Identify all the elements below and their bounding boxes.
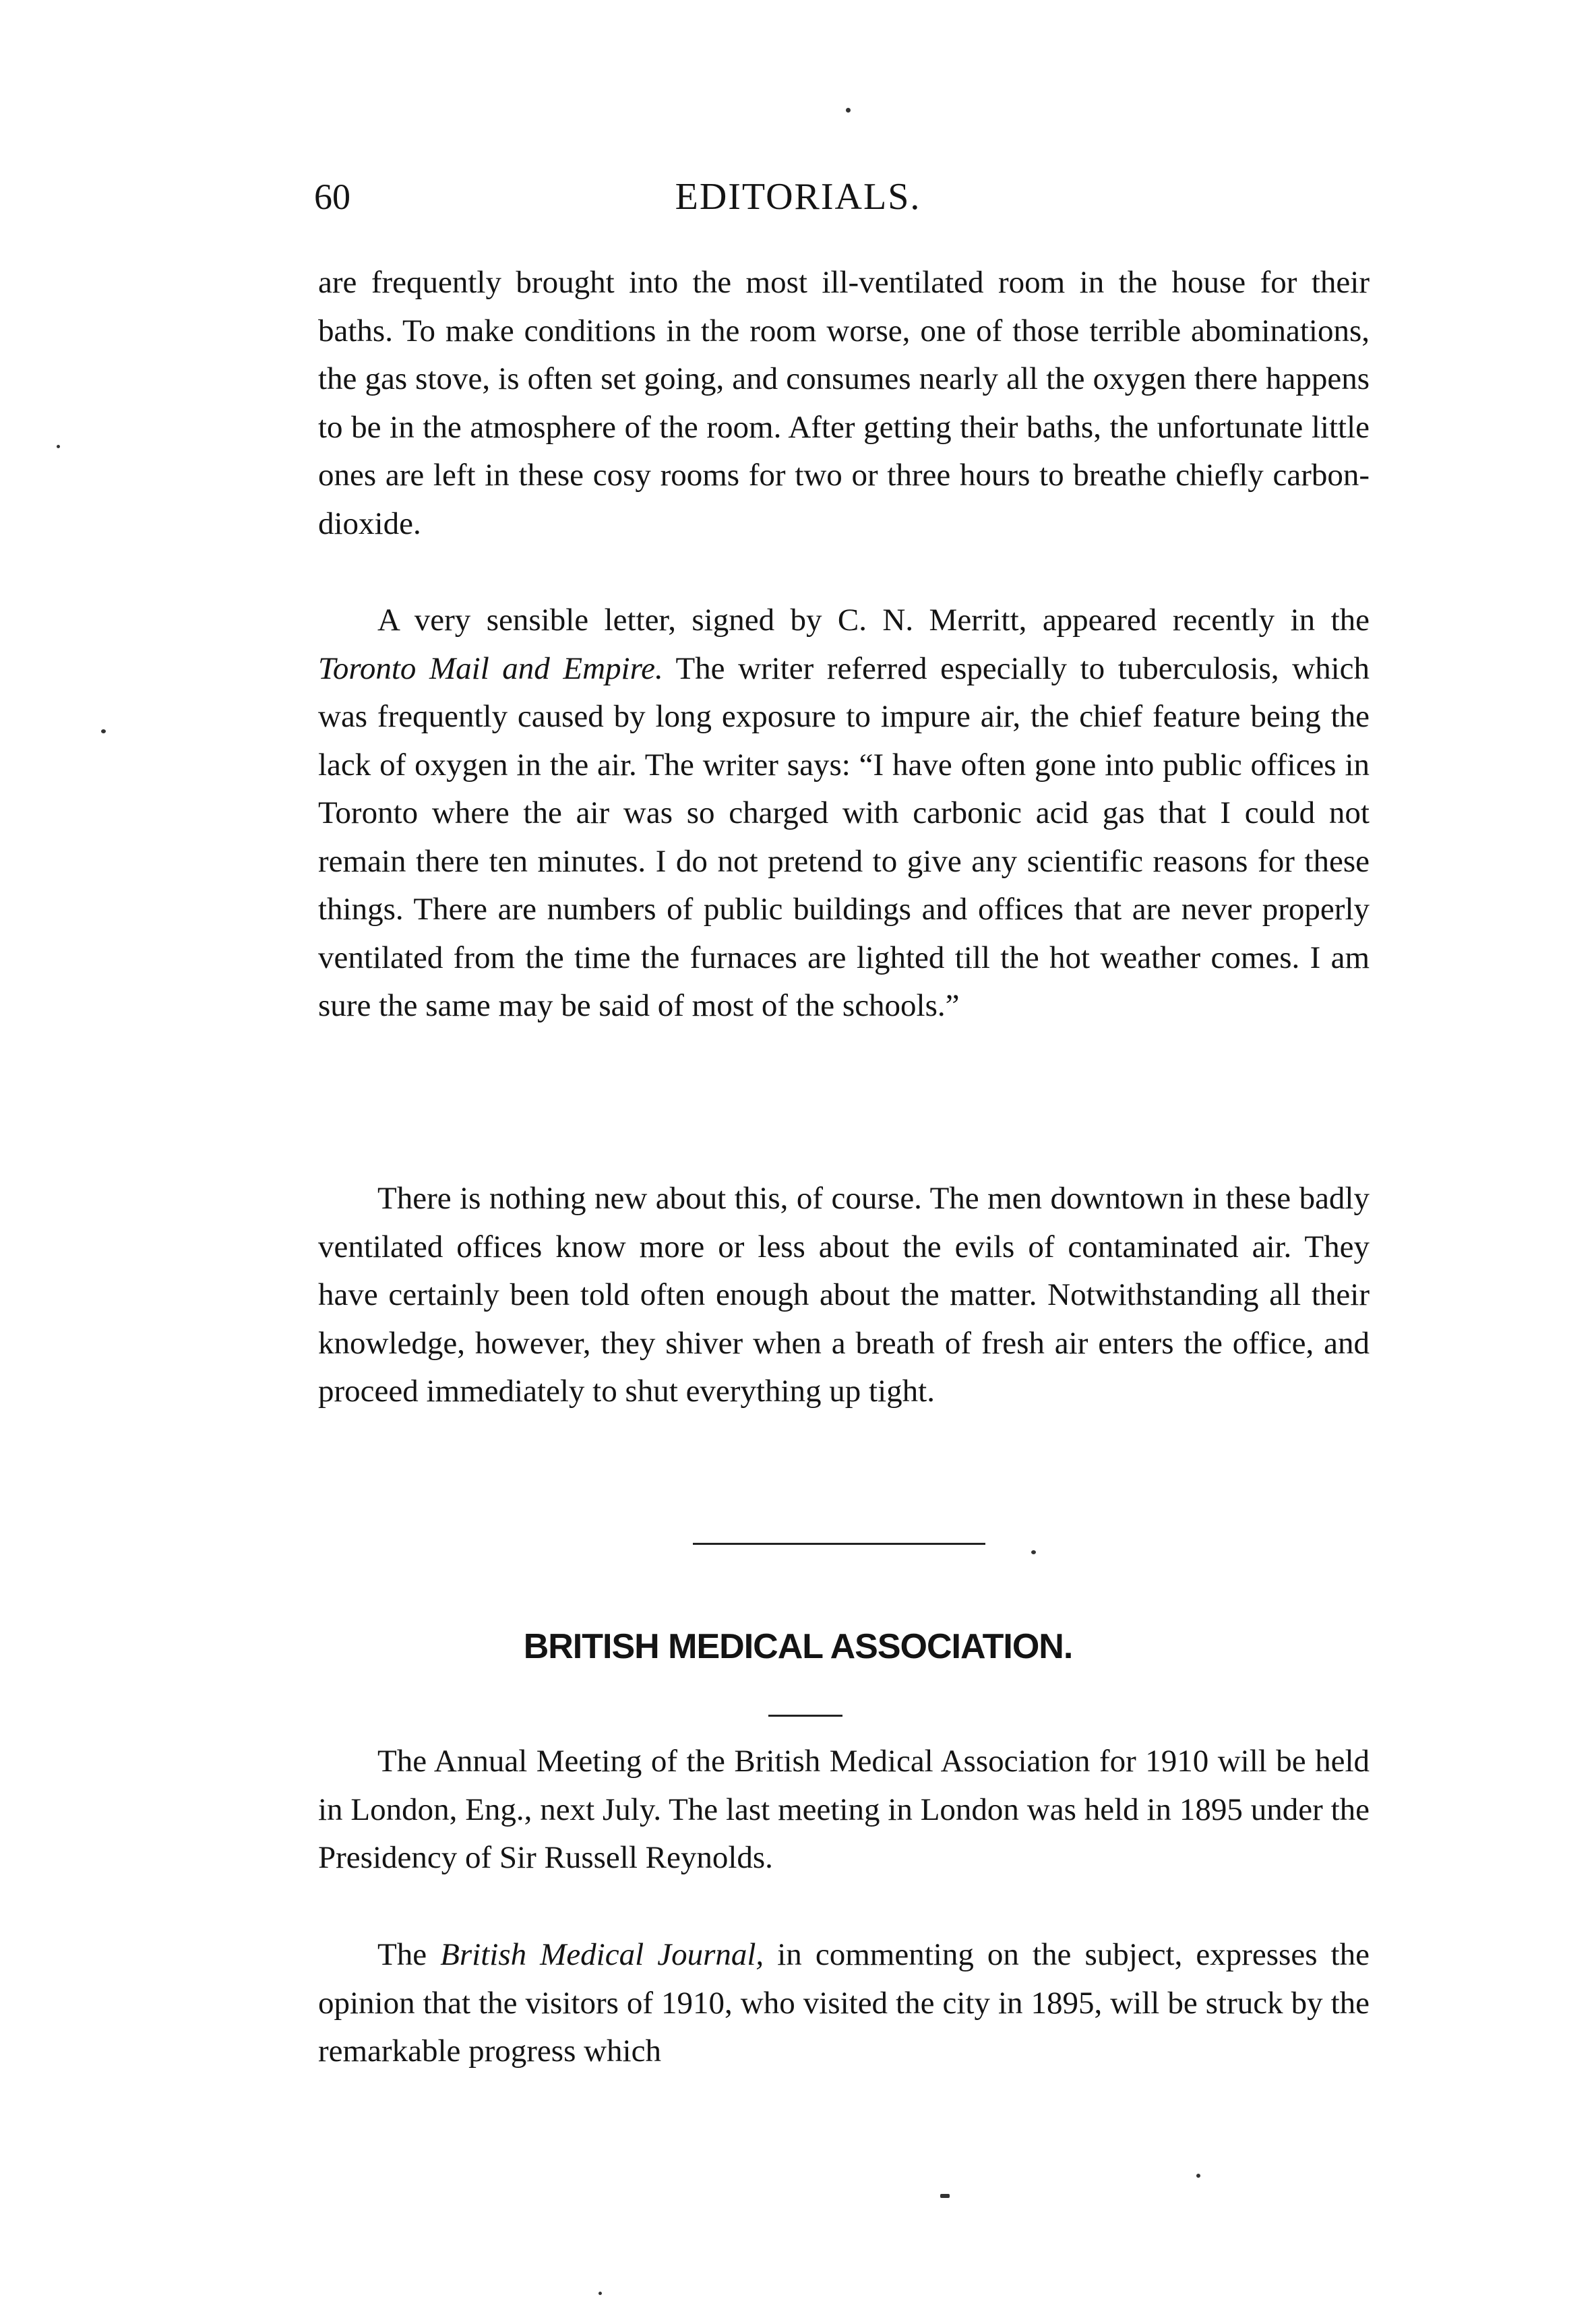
scan-speck (598, 2292, 602, 2295)
paragraph-text-before: The (377, 1937, 441, 1972)
paragraph-bath-rooms: are frequently brought into the most ill-ventilated room in the house for their baths. To make conditions in the room worse, one of those terrible abominations, the gas stove, is often set going, and consumes nearly all the oxygen there happens to be in the atmosphere of the room. After getting their baths, the unfortunate little ones are left in these cosy rooms for two or three hours to breathe chiefly carbon-dioxide. (318, 265, 1370, 541)
scan-speck (57, 445, 60, 448)
running-head: EDITORIALS. (675, 176, 921, 218)
paragraph-merritt-letter (318, 597, 1370, 1031)
scan-speck (846, 108, 851, 113)
scan-speck (101, 729, 106, 733)
paragraph-annual-meeting: The Annual Meeting of the British Medical Association for 1910 will be held in London, Eng., next July. The last meeting in London was held in 1895 under the Presidency of Sir Russell Reynolds. (318, 1744, 1370, 1875)
scan-speck (1196, 2174, 1200, 2178)
section-heading: BRITISH MEDICAL ASSOCIATION. (523, 1627, 1073, 1666)
paragraph-text-after: The writer referred especially to tuberculosis, which was frequently caused by long exposure to impure air, the chief feature being the lack of oxygen in the air. The writer says: “I have often gone into public offices in Toronto where the air was so charged with carbonic acid gas that I could not remain there ten minutes. I do not pretend to give any scientific reasons for these things. There are numbers of public buildings and offices that are never properly ventilated from the time the furnaces are lighted till the hot weather comes. I am sure the same may be said of most of the schools.” (318, 650, 1370, 1023)
paragraph-downtown-offices: There is nothing new about this, of course. The men downtown in these badly ventilated offices know more or less about the evils of contaminated air. They have certainly been told often enough about the matter. Notwithstanding all their knowledge, however, they shiver when a breath of fresh air enters the office, and proceed immediately to shut everything up tight. (318, 1181, 1370, 1409)
scan-speck (1031, 1550, 1036, 1554)
paragraph-journal-comment (318, 1931, 1370, 2076)
journal-title: British Medical Journal, (440, 1937, 764, 1972)
paragraph-text-before: A very sensible letter, signed by C. N. Merritt, appeared recently in the (377, 603, 1370, 638)
newspaper-title: Toronto Mail and Empire. (318, 650, 663, 686)
heading-underline-rule (768, 1715, 842, 1717)
page-number: 60 (314, 177, 350, 217)
paragraph-text-after: in commenting on the subject, expresses the opinion that the visitors of 1910, who visited the city in 1895, will be struck by the remarkable progress which (318, 1937, 1370, 2069)
section-divider (693, 1543, 985, 1545)
scan-speck (940, 2194, 950, 2198)
